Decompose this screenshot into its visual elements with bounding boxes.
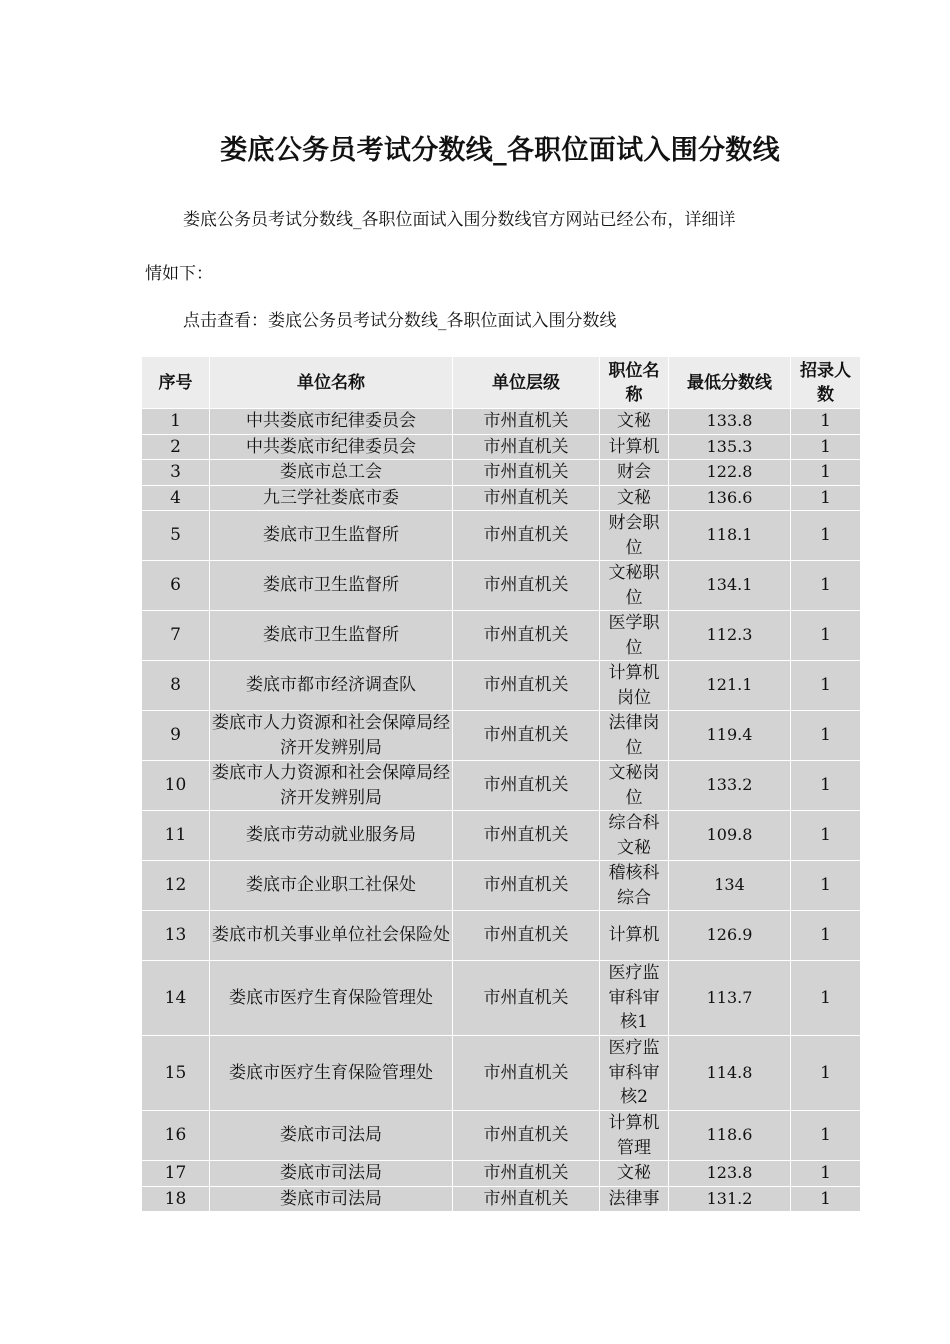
table-row bbox=[142, 861, 861, 911]
cell-score: 109.8 bbox=[669, 811, 791, 861]
cell-level: 市州直机关 bbox=[453, 460, 600, 486]
cell-unit: 中共娄底市纪律委员会 bbox=[210, 409, 453, 435]
cell-position: 财会 bbox=[600, 460, 669, 486]
cell-unit: 娄底市人力资源和社会保障局经济开发辨别局 bbox=[210, 711, 453, 761]
cell-score: 134.1 bbox=[669, 561, 791, 611]
cell-level: 市州直机关 bbox=[453, 711, 600, 761]
cell-level: 市州直机关 bbox=[453, 1161, 600, 1187]
header-unit: 单位名称 bbox=[210, 357, 453, 409]
cell-no: 13 bbox=[142, 911, 210, 961]
cell-no: 17 bbox=[142, 1161, 210, 1187]
header-position: 职位名称 bbox=[600, 357, 669, 409]
cell-level: 市州直机关 bbox=[453, 1036, 600, 1111]
cell-level: 市州直机关 bbox=[453, 811, 600, 861]
header-quota: 招录人数 bbox=[791, 357, 861, 409]
cell-no: 9 bbox=[142, 711, 210, 761]
cell-unit: 娄底市机关事业单位社会保险处 bbox=[210, 911, 453, 961]
cell-score: 118.6 bbox=[669, 1111, 791, 1161]
cell-unit: 九三学社娄底市委 bbox=[210, 485, 453, 511]
cell-position: 文秘 bbox=[600, 1161, 669, 1187]
cell-no: 16 bbox=[142, 1111, 210, 1161]
cell-level: 市州直机关 bbox=[453, 761, 600, 811]
header-no: 序号 bbox=[142, 357, 210, 409]
cell-position: 法律岗位 bbox=[600, 711, 669, 761]
cell-unit: 娄底市都市经济调查队 bbox=[210, 661, 453, 711]
cell-position: 文秘岗位 bbox=[600, 761, 669, 811]
header-score: 最低分数线 bbox=[669, 357, 791, 409]
score-table bbox=[141, 356, 861, 1212]
cell-no: 6 bbox=[142, 561, 210, 611]
cell-score: 122.8 bbox=[669, 460, 791, 486]
cell-quota: 1 bbox=[791, 485, 861, 511]
cell-no: 2 bbox=[142, 434, 210, 460]
cell-no: 1 bbox=[142, 409, 210, 435]
header-level: 单位层级 bbox=[453, 357, 600, 409]
cell-position: 文秘职位 bbox=[600, 561, 669, 611]
cell-unit: 娄底市司法局 bbox=[210, 1111, 453, 1161]
cell-level: 市州直机关 bbox=[453, 611, 600, 661]
cell-quota: 1 bbox=[791, 1036, 861, 1111]
cell-score: 113.7 bbox=[669, 961, 791, 1036]
table-row bbox=[142, 911, 861, 961]
cell-unit: 中共娄底市纪律委员会 bbox=[210, 434, 453, 460]
table-row bbox=[142, 1111, 861, 1161]
cell-score: 121.1 bbox=[669, 661, 791, 711]
table-header-row bbox=[142, 357, 861, 409]
cell-quota: 1 bbox=[791, 1161, 861, 1187]
cell-unit: 娄底市医疗生育保险管理处 bbox=[210, 961, 453, 1036]
cell-position: 计算机管理 bbox=[600, 1111, 669, 1161]
cell-position: 计算机 bbox=[600, 911, 669, 961]
table-row bbox=[142, 811, 861, 861]
cell-level: 市州直机关 bbox=[453, 961, 600, 1036]
cell-no: 12 bbox=[142, 861, 210, 911]
cell-level: 市州直机关 bbox=[453, 911, 600, 961]
table-row bbox=[142, 761, 861, 811]
cell-level: 市州直机关 bbox=[453, 1186, 600, 1212]
cell-position: 医学职位 bbox=[600, 611, 669, 661]
cell-unit: 娄底市卫生监督所 bbox=[210, 561, 453, 611]
cell-no: 7 bbox=[142, 611, 210, 661]
cell-unit: 娄底市劳动就业服务局 bbox=[210, 811, 453, 861]
cell-level: 市州直机关 bbox=[453, 561, 600, 611]
table-row bbox=[142, 711, 861, 761]
cell-level: 市州直机关 bbox=[453, 434, 600, 460]
cell-no: 11 bbox=[142, 811, 210, 861]
cell-unit: 娄底市总工会 bbox=[210, 460, 453, 486]
cell-score: 119.4 bbox=[669, 711, 791, 761]
cell-position: 稽核科综合 bbox=[600, 861, 669, 911]
cell-position: 文秘 bbox=[600, 409, 669, 435]
cell-score: 112.3 bbox=[669, 611, 791, 661]
cell-unit: 娄底市司法局 bbox=[210, 1161, 453, 1187]
page-title: 娄底公务员考试分数线_各职位面试入围分数线 bbox=[220, 135, 780, 166]
table-row bbox=[142, 661, 861, 711]
cell-quota: 1 bbox=[791, 460, 861, 486]
cell-score: 136.6 bbox=[669, 485, 791, 511]
cell-quota: 1 bbox=[791, 711, 861, 761]
table-row bbox=[142, 434, 861, 460]
cell-score: 133.8 bbox=[669, 409, 791, 435]
cell-quota: 1 bbox=[791, 1186, 861, 1212]
cell-score: 118.1 bbox=[669, 511, 791, 561]
cell-score: 135.3 bbox=[669, 434, 791, 460]
cell-unit: 娄底市卫生监督所 bbox=[210, 611, 453, 661]
cell-no: 8 bbox=[142, 661, 210, 711]
cell-level: 市州直机关 bbox=[453, 409, 600, 435]
cell-quota: 1 bbox=[791, 511, 861, 561]
cell-score: 123.8 bbox=[669, 1161, 791, 1187]
cell-level: 市州直机关 bbox=[453, 861, 600, 911]
cell-position: 计算机岗位 bbox=[600, 661, 669, 711]
cell-level: 市州直机关 bbox=[453, 661, 600, 711]
cell-quota: 1 bbox=[791, 661, 861, 711]
cell-no: 4 bbox=[142, 485, 210, 511]
table-row bbox=[142, 460, 861, 486]
view-link-text: 点击查看：娄底公务员考试分数线_各职位面试入围分数线 bbox=[183, 311, 617, 331]
intro-paragraph: 娄底公务员考试分数线_各职位面试入围分数线官方网站已经公布，详细详 bbox=[183, 210, 736, 230]
cell-quota: 1 bbox=[791, 761, 861, 811]
table-row bbox=[142, 409, 861, 435]
table-row bbox=[142, 1161, 861, 1187]
cell-quota: 1 bbox=[791, 561, 861, 611]
cell-position: 计算机 bbox=[600, 434, 669, 460]
cell-no: 10 bbox=[142, 761, 210, 811]
cell-quota: 1 bbox=[791, 611, 861, 661]
cell-unit: 娄底市医疗生育保险管理处 bbox=[210, 1036, 453, 1111]
cell-score: 114.8 bbox=[669, 1036, 791, 1111]
cell-position: 文秘 bbox=[600, 485, 669, 511]
intro-paragraph-continued: 情如下： bbox=[145, 264, 213, 284]
cell-position: 医疗监审科审核2 bbox=[600, 1036, 669, 1111]
cell-unit: 娄底市司法局 bbox=[210, 1186, 453, 1212]
table-row bbox=[142, 511, 861, 561]
cell-score: 126.9 bbox=[669, 911, 791, 961]
cell-quota: 1 bbox=[791, 961, 861, 1036]
cell-no: 3 bbox=[142, 460, 210, 486]
cell-quota: 1 bbox=[791, 409, 861, 435]
cell-no: 5 bbox=[142, 511, 210, 561]
cell-quota: 1 bbox=[791, 861, 861, 911]
cell-quota: 1 bbox=[791, 434, 861, 460]
cell-level: 市州直机关 bbox=[453, 1111, 600, 1161]
cell-position: 财会职位 bbox=[600, 511, 669, 561]
cell-level: 市州直机关 bbox=[453, 485, 600, 511]
table-row bbox=[142, 961, 861, 1036]
cell-quota: 1 bbox=[791, 911, 861, 961]
cell-position: 综合科文秘 bbox=[600, 811, 669, 861]
table-row bbox=[142, 485, 861, 511]
cell-position: 医疗监审科审核1 bbox=[600, 961, 669, 1036]
cell-level: 市州直机关 bbox=[453, 511, 600, 561]
cell-quota: 1 bbox=[791, 811, 861, 861]
cell-unit: 娄底市企业职工社保处 bbox=[210, 861, 453, 911]
cell-score: 131.2 bbox=[669, 1186, 791, 1212]
cell-quota: 1 bbox=[791, 1111, 861, 1161]
table-row bbox=[142, 1186, 861, 1212]
cell-no: 15 bbox=[142, 1036, 210, 1111]
table-row bbox=[142, 561, 861, 611]
table-row bbox=[142, 611, 861, 661]
cell-unit: 娄底市卫生监督所 bbox=[210, 511, 453, 561]
cell-no: 14 bbox=[142, 961, 210, 1036]
cell-position: 法律事 bbox=[600, 1186, 669, 1212]
cell-unit: 娄底市人力资源和社会保障局经济开发辨别局 bbox=[210, 761, 453, 811]
cell-no: 18 bbox=[142, 1186, 210, 1212]
table-row bbox=[142, 1036, 861, 1111]
cell-score: 134 bbox=[669, 861, 791, 911]
cell-score: 133.2 bbox=[669, 761, 791, 811]
